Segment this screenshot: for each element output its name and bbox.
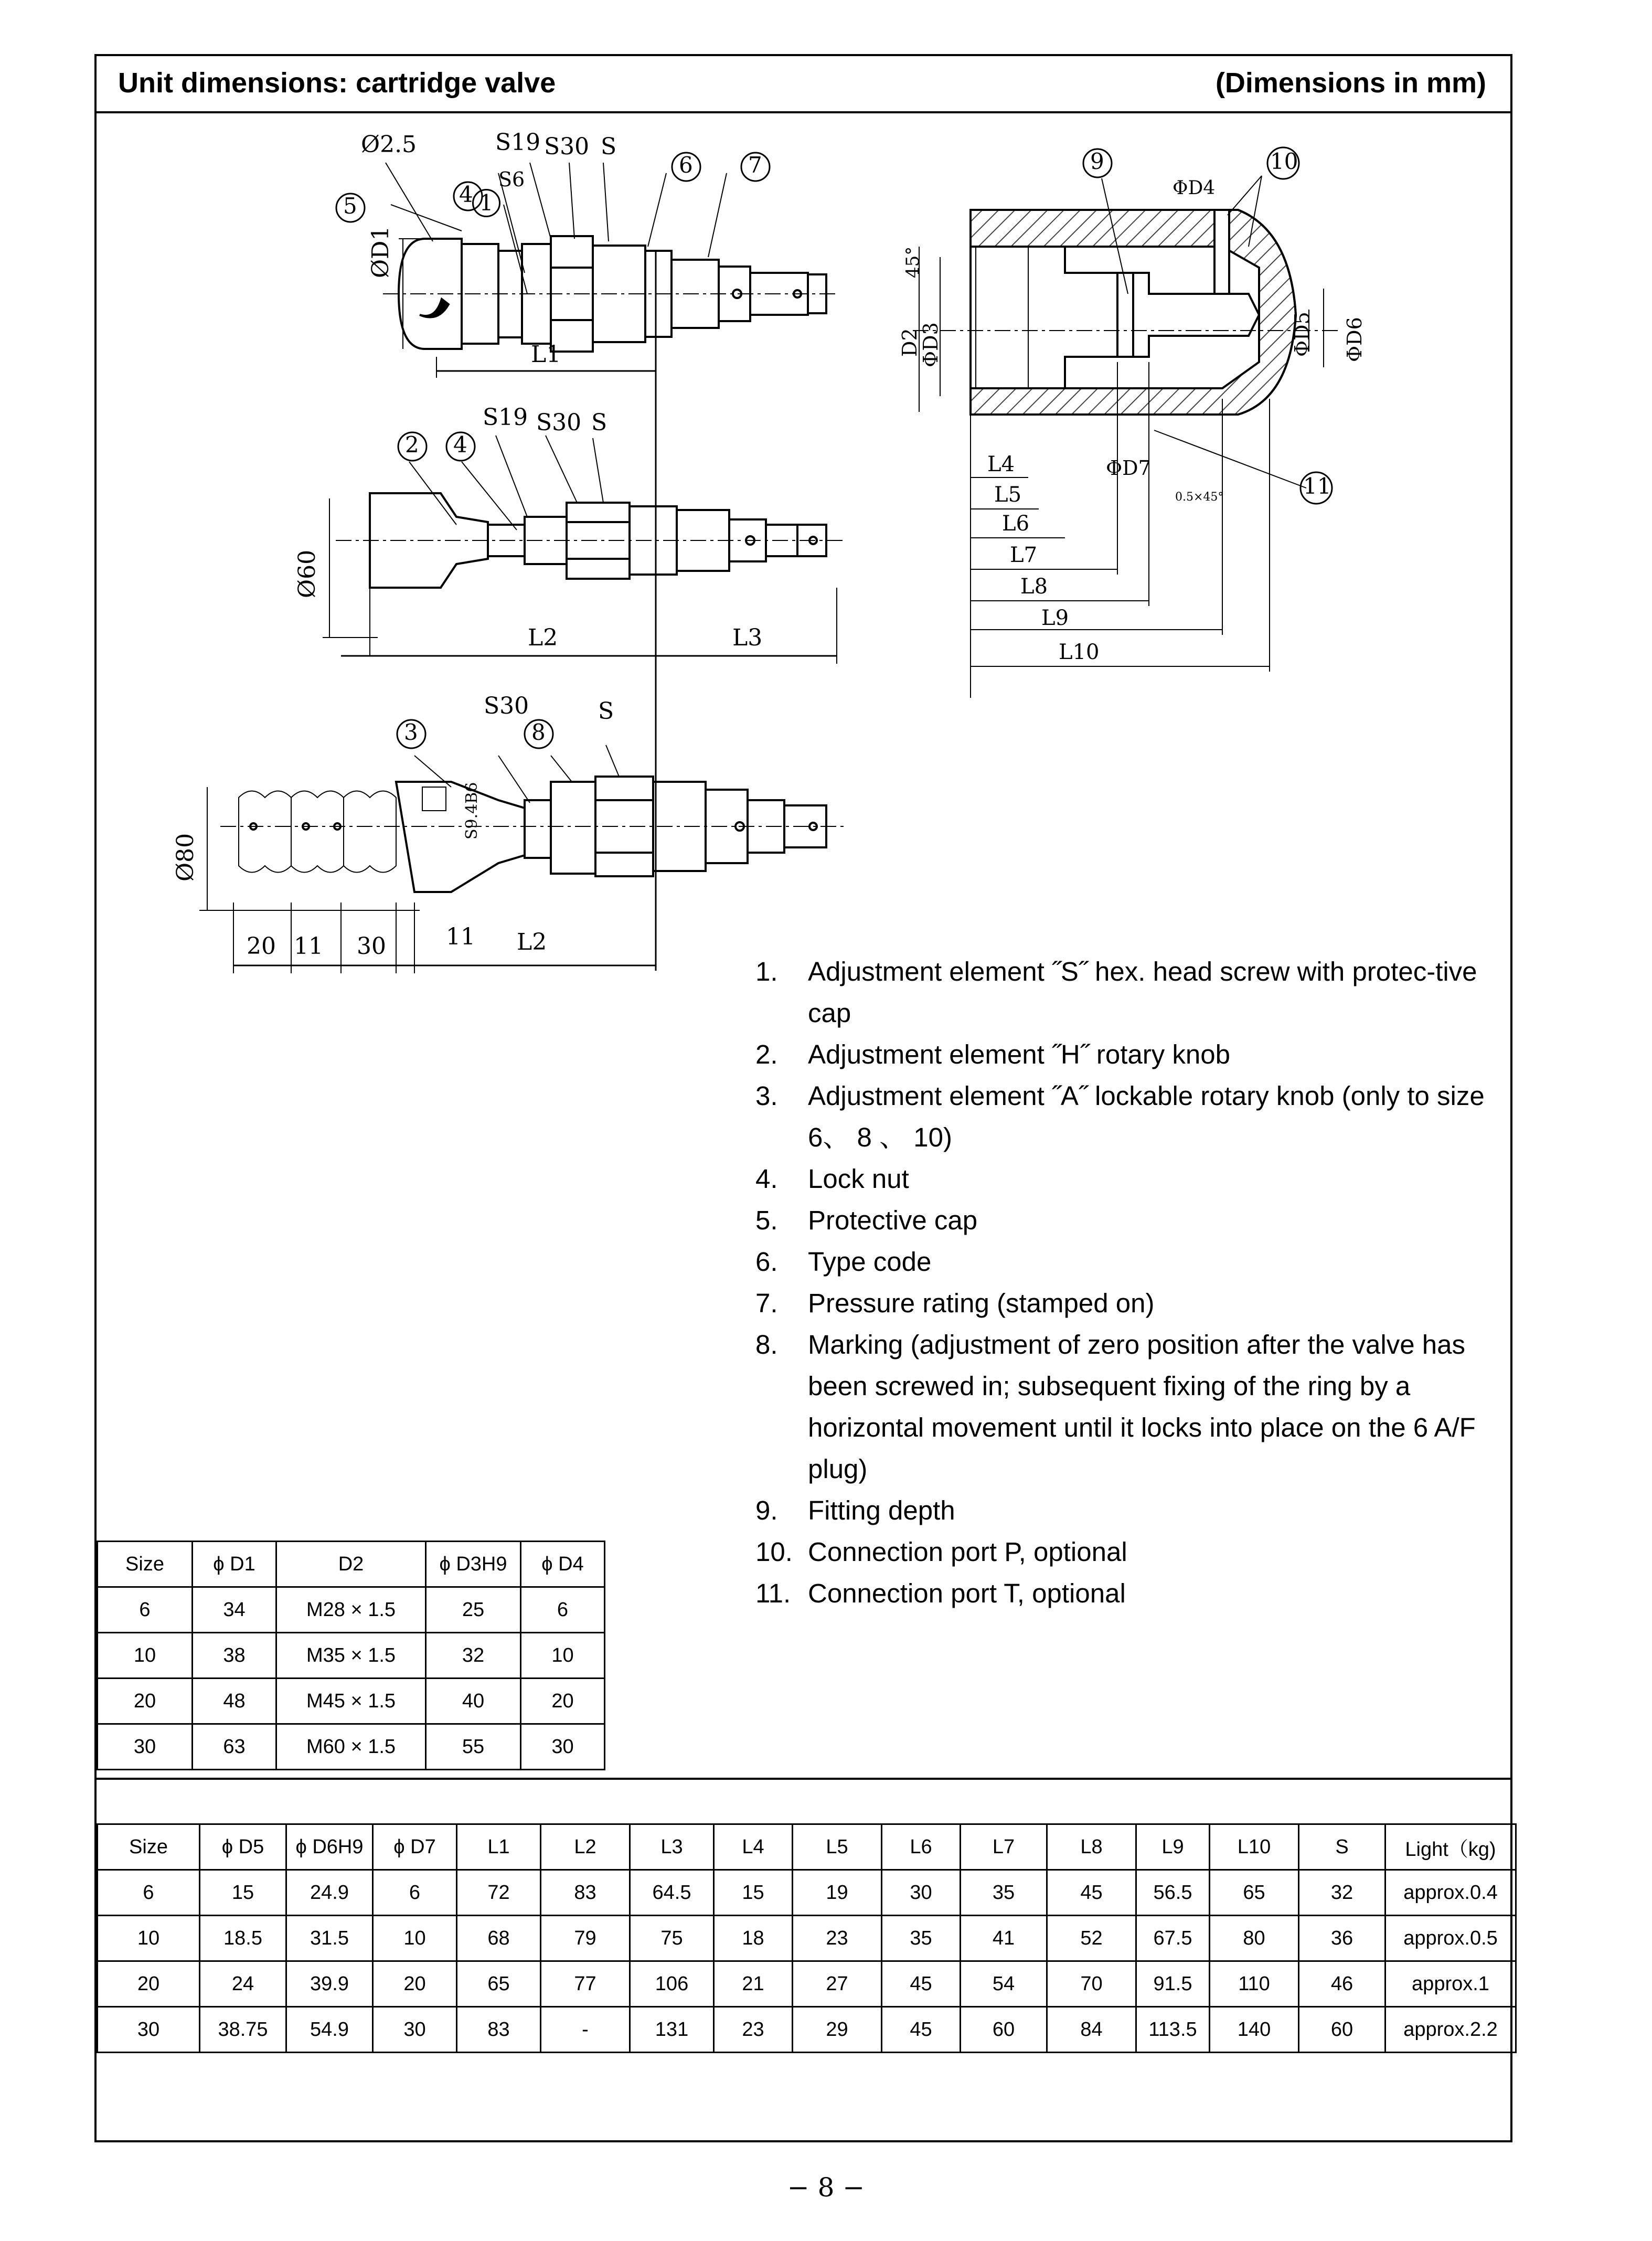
table-cell: 39.9 <box>286 1961 373 2007</box>
table-cell: 113.5 <box>1136 2007 1210 2053</box>
callout-num-5: 5 <box>343 193 357 219</box>
table-cell: Size <box>98 1824 200 1870</box>
table-cell: L3 <box>630 1824 714 1870</box>
table-cell: D2 <box>276 1542 426 1587</box>
label-s30b: S30 <box>536 409 582 436</box>
table-cell: 83 <box>541 1870 630 1916</box>
note-item: 11. Connection port T, optional <box>755 1578 1126 1608</box>
table-cell: 54 <box>961 1961 1047 2007</box>
table-cell: 79 <box>541 1916 630 1961</box>
table-cell: L5 <box>793 1824 882 1870</box>
label-l10: L10 <box>1059 640 1100 664</box>
table-cell: 10 <box>98 1916 200 1961</box>
table-row <box>98 1870 1516 1916</box>
callout-num-6: 6 <box>679 152 693 178</box>
label-11b: 11 <box>446 923 475 950</box>
table-cell: 80 <box>1210 1916 1299 1961</box>
label-od5: ΦD5 <box>1291 312 1314 357</box>
label-l7: L7 <box>1010 543 1038 567</box>
table-cell: M35 × 1.5 <box>276 1633 426 1679</box>
table-cell: 110 <box>1210 1961 1299 2007</box>
table-cell: 29 <box>793 2007 882 2053</box>
table-cell: 65 <box>1210 1870 1299 1916</box>
table-cell: 6 <box>98 1587 193 1633</box>
table-cell: 65 <box>457 1961 541 2007</box>
table-cell: 15 <box>200 1870 286 1916</box>
page-title: Unit dimensions: cartridge valve <box>118 67 556 99</box>
label-l6: L6 <box>1002 512 1030 536</box>
table-cell: Light（kg) <box>1385 1824 1516 1870</box>
table-cell: 35 <box>882 1916 961 1961</box>
header-bar <box>94 54 1512 113</box>
table-cell: approx.1 <box>1385 1961 1516 2007</box>
table-cell: 68 <box>457 1916 541 1961</box>
table-row <box>98 1587 605 1633</box>
table-cell: 60 <box>961 2007 1047 2053</box>
note-item: 6. Type code <box>755 1247 932 1277</box>
label-od4: ΦD4 <box>1173 177 1216 199</box>
table-cell: ϕ D3H9 <box>426 1542 521 1587</box>
table-cell: 6 <box>373 1870 457 1916</box>
valve-cap-view <box>383 163 839 971</box>
table-cell: 10 <box>373 1916 457 1961</box>
table-cell: 63 <box>193 1724 276 1770</box>
label-l3: L3 <box>732 624 763 651</box>
table-row <box>98 1916 1516 1961</box>
table-cell: 70 <box>1047 1961 1136 2007</box>
label-od6: ΦD6 <box>1343 317 1366 362</box>
table-cell: approx.0.5 <box>1385 1916 1516 1961</box>
label-l8: L8 <box>1020 575 1048 599</box>
label-s30c: S30 <box>484 693 529 719</box>
table-cell: ϕ D7 <box>373 1824 457 1870</box>
note-item: 2. Adjustment element ˝H˝ rotary knob <box>755 1039 1230 1069</box>
callout-num-9: 9 <box>1090 148 1104 174</box>
note-item: 1. Adjustment element ˝S˝ hex. head screw with protec-tive cap <box>755 957 1477 1028</box>
table-cell: 83 <box>457 2007 541 2053</box>
table-cell: approx.0.4 <box>1385 1870 1516 1916</box>
note-item: 10. Connection port P, optional <box>755 1537 1127 1567</box>
label-20: 20 <box>247 933 276 960</box>
table-cell: 34 <box>193 1587 276 1633</box>
note-item: 8. Marking (adjustment of zero position after the valve has been screwed in; subsequent fixing of the ring by a horizontal movement until it locks into place on the 6 A/F plug) <box>755 1330 1476 1484</box>
valve-rotary-knob-view <box>323 436 845 664</box>
table-cell: L8 <box>1047 1824 1136 1870</box>
notes-list <box>755 951 1500 1614</box>
table-header-row <box>98 1824 1516 1870</box>
units-note: (Dimensions in mm) <box>1215 67 1486 99</box>
table-cell: 75 <box>630 1916 714 1961</box>
table-header-row <box>98 1542 605 1587</box>
label-30: 30 <box>357 933 386 960</box>
table-cell: M60 × 1.5 <box>276 1724 426 1770</box>
label-stamp: S9.4B6 <box>463 782 481 840</box>
label-s: S <box>601 133 617 160</box>
table-cell: 10 <box>98 1633 193 1679</box>
table-cell: 38.75 <box>200 2007 286 2053</box>
table-cell: - <box>541 2007 630 2053</box>
table-cell: 30 <box>98 1724 193 1770</box>
callout-num-4: 4 <box>459 182 473 207</box>
technical-drawing <box>97 113 1510 974</box>
table-cell: 30 <box>521 1724 605 1770</box>
table-cell: 41 <box>961 1916 1047 1961</box>
table-row <box>98 1961 1516 2007</box>
dimension-table-2 <box>97 1823 1517 2053</box>
label-l9: L9 <box>1041 606 1069 630</box>
label-l2c: L2 <box>517 929 547 955</box>
label-od1: ØD1 <box>367 226 394 278</box>
table-cell: 54.9 <box>286 2007 373 2053</box>
note-item: 7. Pressure rating (stamped on) <box>755 1288 1155 1318</box>
table-cell: 18.5 <box>200 1916 286 1961</box>
label-l5: L5 <box>994 483 1022 507</box>
table-cell: 48 <box>193 1679 276 1724</box>
table-cell: 6 <box>521 1587 605 1633</box>
label-od3: ΦD3 <box>919 322 942 367</box>
table-cell: 36 <box>1299 1916 1385 1961</box>
note-item: 4. Lock nut <box>755 1164 909 1194</box>
table-cell: 46 <box>1299 1961 1385 2007</box>
table-cell: M28 × 1.5 <box>276 1587 426 1633</box>
table-cell: 45 <box>882 2007 961 2053</box>
table-cell: 40 <box>426 1679 521 1724</box>
callout-num-1: 1 <box>472 189 500 217</box>
table-cell: 24 <box>200 1961 286 2007</box>
table-cell: 72 <box>457 1870 541 1916</box>
table-cell: L1 <box>457 1824 541 1870</box>
dimension-table-1 <box>97 1541 605 1770</box>
table-cell: 10 <box>521 1633 605 1679</box>
table-cell: Size <box>98 1542 193 1587</box>
page-number: − 8 − <box>787 2172 865 2203</box>
table-cell: 20 <box>521 1679 605 1724</box>
table-cell: ϕ D5 <box>200 1824 286 1870</box>
table-cell: 25 <box>426 1587 521 1633</box>
table-cell: 64.5 <box>630 1870 714 1916</box>
callout-num-3: 3 <box>404 719 418 745</box>
table-cell: 21 <box>714 1961 793 2007</box>
table-cell: 45 <box>1047 1870 1136 1916</box>
table-cell: 31.5 <box>286 1916 373 1961</box>
label-d25: Ø2.5 <box>361 131 417 158</box>
label-l2: L2 <box>528 624 558 651</box>
section-divider <box>97 1778 1510 1780</box>
label-od60: Ø60 <box>294 549 321 598</box>
label-s6: S6 <box>498 168 525 191</box>
label-s19b: S19 <box>483 404 528 431</box>
table-cell: 84 <box>1047 2007 1136 2053</box>
callout-num-8: 8 <box>531 719 546 745</box>
table-cell: 38 <box>193 1633 276 1679</box>
label-sc: S <box>598 698 614 725</box>
table-cell: 24.9 <box>286 1870 373 1916</box>
label-s30: S30 <box>544 133 590 160</box>
table-cell: 32 <box>1299 1870 1385 1916</box>
table-cell: 45 <box>882 1961 961 2007</box>
callout-num-10: 10 <box>1270 148 1298 174</box>
table-cell: 60 <box>1299 2007 1385 2053</box>
label-od80: Ø80 <box>172 833 199 881</box>
table-cell: 140 <box>1210 2007 1299 2053</box>
table-cell: M45 × 1.5 <box>276 1679 426 1724</box>
table-cell: 52 <box>1047 1916 1136 1961</box>
label-chamfer: 0.5×45° <box>1175 491 1224 504</box>
table-cell: 131 <box>630 2007 714 2053</box>
table-cell: 77 <box>541 1961 630 2007</box>
table-cell: 56.5 <box>1136 1870 1210 1916</box>
table-cell: S <box>1299 1824 1385 1870</box>
label-od7: ΦD7 <box>1106 456 1151 480</box>
table-cell: 19 <box>793 1870 882 1916</box>
table-cell: 91.5 <box>1136 1961 1210 2007</box>
callout-num-4b: 4 <box>453 432 467 458</box>
table-row <box>98 1679 605 1724</box>
table-cell: 23 <box>714 2007 793 2053</box>
table-cell: L10 <box>1210 1824 1299 1870</box>
table-cell: L2 <box>541 1824 630 1870</box>
cavity-section-view <box>913 176 1338 698</box>
label-s19: S19 <box>495 129 541 156</box>
table-cell: 15 <box>714 1870 793 1916</box>
table-row <box>98 1724 605 1770</box>
table-cell: ϕ D1 <box>193 1542 276 1587</box>
table-cell: L6 <box>882 1824 961 1870</box>
table-cell: approx.2.2 <box>1385 2007 1516 2053</box>
note-item: 9. Fitting depth <box>755 1495 955 1525</box>
table-cell: L9 <box>1136 1824 1210 1870</box>
table-cell: 20 <box>98 1961 200 2007</box>
table-row <box>98 1633 605 1679</box>
table-cell: 67.5 <box>1136 1916 1210 1961</box>
table-cell: 20 <box>373 1961 457 2007</box>
note-item: 5. Protective cap <box>755 1205 978 1235</box>
table-cell: L4 <box>714 1824 793 1870</box>
table-cell: L7 <box>961 1824 1047 1870</box>
callout-num-11: 11 <box>1303 473 1331 499</box>
table-cell: 6 <box>98 1870 200 1916</box>
table-cell: 32 <box>426 1633 521 1679</box>
label-11a: 11 <box>294 933 323 960</box>
table-cell: 106 <box>630 1961 714 2007</box>
table-cell: 30 <box>882 1870 961 1916</box>
table-cell: 35 <box>961 1870 1047 1916</box>
table-cell: 30 <box>98 2007 200 2053</box>
label-l4: L4 <box>987 452 1015 476</box>
callout-num-2: 2 <box>405 432 419 458</box>
table-cell: 27 <box>793 1961 882 2007</box>
table-cell: 18 <box>714 1916 793 1961</box>
table-row <box>98 2007 1516 2053</box>
table-cell: 23 <box>793 1916 882 1961</box>
table-cell: 20 <box>98 1679 193 1724</box>
table-cell: 30 <box>373 2007 457 2053</box>
note-item: 3. Adjustment element ˝A˝ lockable rotary knob (only to size 6、 8 、 10) <box>755 1081 1485 1152</box>
label-sb: S <box>591 409 607 436</box>
label-l1: L1 <box>531 341 561 368</box>
table-cell: ϕ D6H9 <box>286 1824 373 1870</box>
label-d2: D2 <box>898 328 921 357</box>
table-cell: ϕ D4 <box>521 1542 605 1587</box>
callout-num-7: 7 <box>748 152 762 178</box>
label-45: 45° <box>902 246 923 278</box>
table-cell: 55 <box>426 1724 521 1770</box>
